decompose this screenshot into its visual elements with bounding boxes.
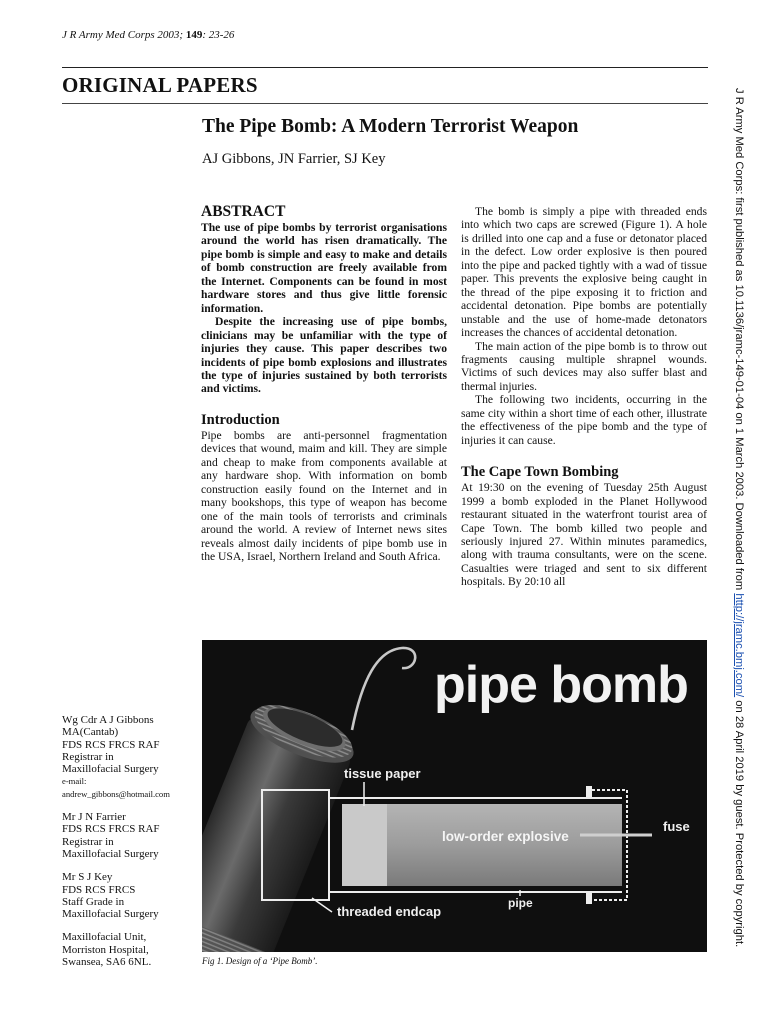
journal-volume: 149 xyxy=(185,29,203,41)
affiliation-line: Maxillofacial Surgery xyxy=(62,908,159,921)
label-pipe: pipe xyxy=(508,896,533,910)
email-address[interactable]: andrew_gibbons@hotmail.com xyxy=(62,788,170,799)
copyright-notice xyxy=(733,88,745,947)
affiliation-line: FDS RCS FRCS RAF xyxy=(62,823,160,836)
label-endcap: threaded endcap xyxy=(337,904,442,919)
notice-before: J R Army Med Corps: first published as 10.1136/jramc-149-01-04 on 1 March 2003. Downloaded from xyxy=(733,88,745,594)
pipe-bomb-diagram xyxy=(202,640,707,952)
affiliation-line: Maxillofacial Surgery xyxy=(62,847,159,860)
affiliation-farrier xyxy=(62,811,192,860)
article-title: The Pipe Bomb: A Modern Terrorist Weapon xyxy=(202,116,579,137)
notice-after: on 28 April 2019 by guest. Protected by copyright. xyxy=(733,697,745,948)
endcap-marker xyxy=(586,892,592,904)
header-rule xyxy=(62,67,708,68)
affiliation-line: Maxillofacial Surgery xyxy=(62,763,159,776)
affiliation-line: Registrar in xyxy=(62,750,114,763)
affiliation-unit xyxy=(62,931,192,968)
section-heading: ORIGINAL PAPERS xyxy=(62,73,258,97)
cape-town-paragraph: At 19:30 on the evening of Tuesday 25th August 1999 a bomb exploded in the Planet Hollywood restaurant situated in the waterfront tourist area of Cape Town. The bomb killed two people and seriously injured 27. Within minutes paramedics, along with trauma consultants, were on the scene. Casualties were triaged and sent to six different hospitals. By 20:10 all xyxy=(461,481,707,589)
journal-link[interactable]: http://jramc.bmj.com/ xyxy=(733,593,745,698)
endcap-marker xyxy=(586,786,592,798)
affiliation-line: Registrar in xyxy=(62,835,114,848)
right-column xyxy=(461,205,707,589)
author-affiliations xyxy=(62,714,192,979)
affiliation-line: Mr S J Key xyxy=(62,871,113,884)
introduction-paragraph: Pipe bombs are anti-personnel fragmentation devices that wound, maim and kill. They are simple and cheap to make from components available at any hardware shop. With information on bomb construction easily found on the Internet and in many bookshops, this type of weapon has become one of the main tools of terrorists and criminals around the world. A review of Internet news sites reveals almost daily incidents of pipe bomb use in the USA, Israel, Northern Ireland and South Africa. xyxy=(201,428,447,563)
affiliation-line: Swansea, SA6 6NL. xyxy=(62,956,152,969)
affiliation-line: Maxillofacial Unit, xyxy=(62,931,147,944)
abstract-paragraph: Despite the increasing use of pipe bombs, clinicians may be unfamiliar with the type of injuries they cause. This paper describes two incidents of pipe bomb explosions and illustrates the type of injuries sustained by both terrorists and victims. xyxy=(201,315,447,396)
label-fuse: fuse xyxy=(663,819,690,834)
cape-town-heading: The Cape Town Bombing xyxy=(461,464,619,481)
journal-pages: : 23-26 xyxy=(202,29,235,41)
introduction-heading: Introduction xyxy=(201,411,280,428)
copyright-sidebar xyxy=(725,88,765,948)
affiliation-line: Wg Cdr A J Gibbons xyxy=(62,714,154,726)
pipe-bomb-figure xyxy=(202,640,707,952)
section-rule xyxy=(62,103,708,104)
label-explosive: low-order explosive xyxy=(442,829,569,844)
affiliation-line: FDS RCS FRCS xyxy=(62,883,136,896)
affiliation-key xyxy=(62,871,192,920)
label-tissue-paper: tissue paper xyxy=(344,766,421,781)
affiliation-line: Mr J N Farrier xyxy=(62,811,126,824)
journal-citation xyxy=(62,29,234,41)
body-paragraph: The following two incidents, occurring in the same city within a short time of each other, illustrate the effectiveness of the pipe bomb and the type of injuries it can cause. xyxy=(461,393,707,447)
affiliation-line: Morriston Hospital, xyxy=(62,943,149,956)
journal-name: J R Army Med Corps 2003; xyxy=(62,29,184,41)
left-column xyxy=(201,203,447,563)
affiliation-line: Staff Grade in xyxy=(62,895,125,908)
abstract-body xyxy=(201,221,447,396)
body-paragraph: The bomb is simply a pipe with threaded ends into which two caps are screwed (Figure 1). A hole is drilled into one cap and a fuse or detonator placed in the defect. Low order explosive is then poured into the pipe and packed tightly with a wad of tissue paper. This prevents the explosive being caught in the thread of the pipe exposing it to friction and accidental detonation. Pipe bombs are potentially unstable and the use of home-made detonators increases the chances of accidental detonation. xyxy=(461,205,707,340)
affiliation-line: MA(Cantab) xyxy=(62,726,119,739)
article-authors: AJ Gibbons, JN Farrier, SJ Key xyxy=(202,151,386,167)
affiliation-gibbons xyxy=(62,714,192,800)
abstract-heading: ABSTRACT xyxy=(201,203,286,220)
body-paragraph: The main action of the pipe bomb is to throw out fragments causing multiple shrapnel wounds. Victims of such devices may also suffer blast and thermal injuries. xyxy=(461,339,707,393)
figure-caption: Fig 1. Design of a ‘Pipe Bomb’. xyxy=(202,956,318,966)
abstract-paragraph: The use of pipe bombs by terrorist organisations around the world has risen dramatically. The pipe bomb is simple and easy to make and details of bomb construction are freely available from the Internet. Components can be found in most hardware stores and thus give little forensic information. xyxy=(201,221,447,315)
affiliation-line: FDS RCS FRCS RAF xyxy=(62,738,160,751)
explosive-block xyxy=(387,804,622,886)
email-label: e-mail: xyxy=(62,776,87,787)
figure-title: pipe bomb xyxy=(434,656,688,714)
tissue-paper-block xyxy=(342,804,387,886)
